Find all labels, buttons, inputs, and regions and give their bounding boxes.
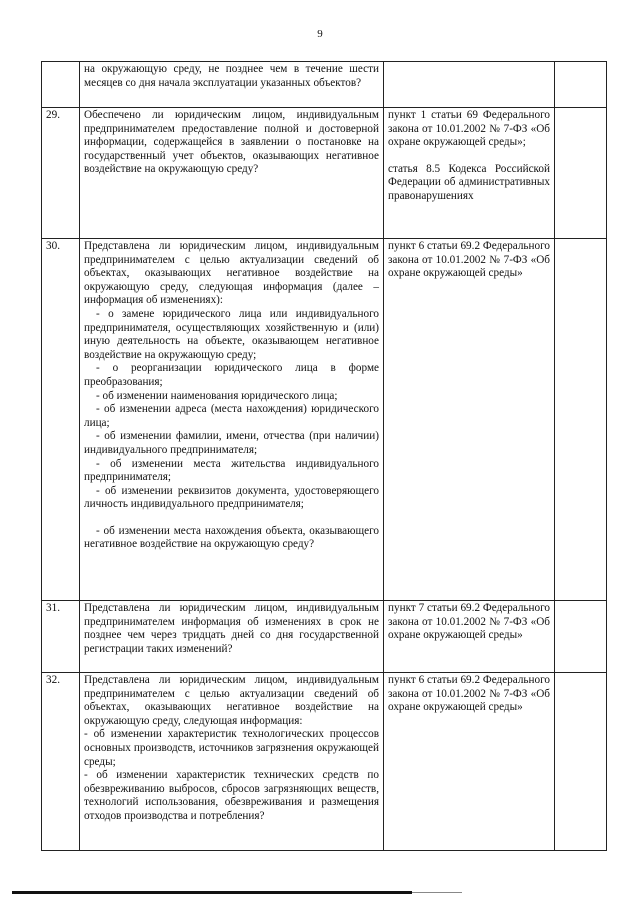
question-text: Представлена ли юридическим лицом, индивидуальным предпринимателем с целью актуализации сведений об объектах, оказывающих негативное воздействие на окружающую среду, следующая информация (далее – информация об изменениях): (84, 240, 379, 307)
question-cell (80, 62, 384, 108)
row-number: 31. (42, 601, 80, 673)
question-item: - об изменении характеристик технологических процессов основных производств, источников загрязнения окружающей среды; (84, 728, 379, 768)
question-cell (80, 239, 384, 601)
question-item: - об изменении адреса (места нахождения) юридического лица; (84, 403, 379, 429)
question-text: на окружающую среду, не позднее чем в течение шести месяцев со дня начала эксплуатации указанных объектов? (84, 63, 379, 89)
table-row (42, 239, 607, 601)
reference-cell (384, 62, 555, 108)
reference-text: статья 8.5 Кодекса Российской Федерации об административных правонарушениях (388, 162, 550, 202)
reference-cell (384, 601, 555, 673)
question-item: - об изменении реквизитов документа, удостоверяющего личность индивидуального предпринимателя; (84, 484, 379, 511)
question-text: Представлена ли юридическим лицом, индивидуальным предпринимателем информация об изменениях в срок не позднее чем через тридцать дней со дня государственной регистрации таких изменений? (84, 602, 379, 655)
reference-text: пункт 6 статьи 69.2 Федерального закона от 10.01.2002 № 7-ФЗ «Об охране окружающей среды» (388, 240, 550, 280)
row-number: 29. (42, 108, 80, 239)
page-number: 9 (317, 28, 323, 40)
table-row (42, 62, 607, 108)
question-cell (80, 673, 384, 851)
answer-cell[interactable] (555, 62, 607, 108)
row-number (42, 62, 80, 108)
reference-text: пункт 1 статьи 69 Федерального закона от 10.01.2002 № 7-ФЗ «Об охране окружающей среды»; (388, 109, 550, 149)
question-item: - об изменении места жительства индивидуального предпринимателя; (84, 457, 379, 484)
question-item: - о реорганизации юридического лица в форме преобразования; (84, 362, 379, 388)
footer-rule (12, 891, 412, 894)
question-cell (80, 108, 384, 239)
question-cell (80, 601, 384, 673)
table-row (42, 108, 607, 239)
question-item: - об изменении фамилии, имени, отчества (при наличии) индивидуального предпринимателя; (84, 430, 379, 456)
question-text: Представлена ли юридическим лицом, индивидуальным предпринимателем с целью актуализации сведений об объектах, оказывающих негативное воздействие на окружающую среду, следующая информация: (84, 674, 379, 727)
question-item: - об изменении характеристик технических средств по обезвреживанию выбросов, сбросов загрязняющих веществ, технологий использования, обезвреживания и размещения отходов производства и потребления? (84, 769, 379, 822)
reference-cell (384, 239, 555, 601)
reference-cell (384, 673, 555, 851)
reference-text: пункт 6 статьи 69.2 Федерального закона от 10.01.2002 № 7-ФЗ «Об охране окружающей среды» (388, 674, 550, 714)
row-number: 32. (42, 673, 80, 851)
answer-cell[interactable] (555, 239, 607, 601)
checklist-table (41, 61, 607, 851)
table-row (42, 601, 607, 673)
answer-cell[interactable] (555, 601, 607, 673)
question-text: Обеспечено ли юридическим лицом, индивидуальным предпринимателем предоставление полной и достоверной информации, содержащейся в заявлении о постановке на государственный учет объектов, оказывающих негативное воздействие на окружающую среду? (84, 109, 379, 176)
table-row (42, 673, 607, 851)
row-number: 30. (42, 239, 80, 601)
answer-cell[interactable] (555, 673, 607, 851)
answer-cell[interactable] (555, 108, 607, 239)
reference-cell (384, 108, 555, 239)
footer-rule-tail (412, 892, 462, 893)
reference-text: пункт 7 статьи 69.2 Федерального закона от 10.01.2002 № 7-ФЗ «Об охране окружающей среды» (388, 602, 550, 642)
question-item: - об изменении места нахождения объекта, оказывающего негативное воздействие на окружающую среду? (84, 524, 379, 551)
question-item: - о замене юридического лица или индивидуального предпринимателя, осуществляющих хозяйственную и (или) иную деятельность на объекте, оказывающем негативное воздействие на окружающую среду; (84, 307, 379, 361)
question-item: - об изменении наименования юридического лица; (96, 389, 338, 402)
